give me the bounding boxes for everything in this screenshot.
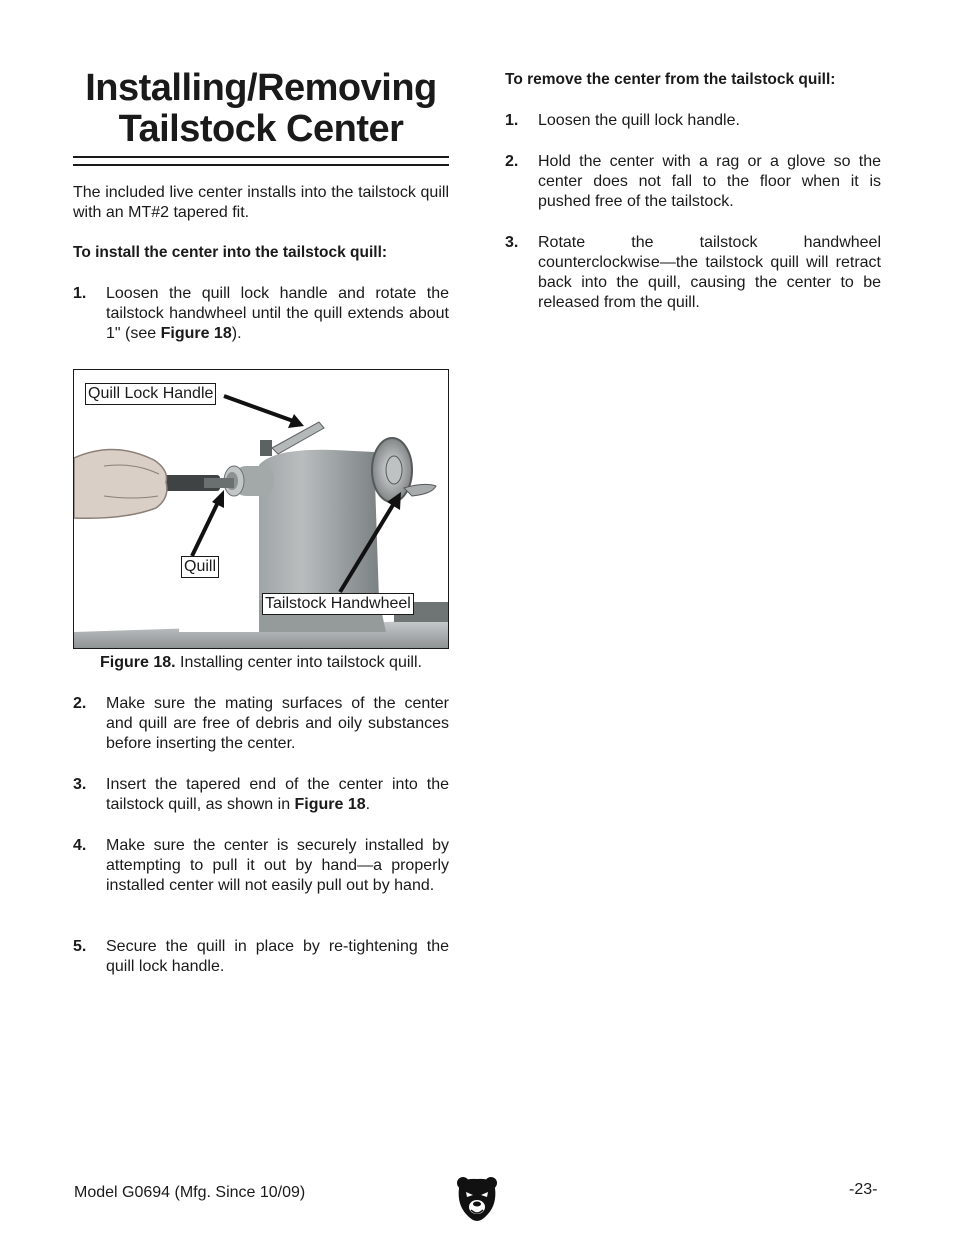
caption-text: Installing center into tailstock quill. bbox=[175, 654, 422, 671]
install-step-5 bbox=[73, 937, 449, 977]
caption-label: Figure 18. bbox=[100, 654, 176, 671]
step-text: Hold the center with a rag or a glove so the center does not fall to the floor when it is pushed free of the tailstock. bbox=[538, 153, 881, 210]
step-text: Secure the quill in place by re-tightening the quill lock handle. bbox=[106, 938, 449, 975]
title-line-1: Installing/Removing bbox=[85, 67, 437, 109]
title-line-2: Tailstock Center bbox=[118, 108, 404, 150]
step-text: Make sure the center is securely installed by attempting to pull it out by hand—a properly installed center will not easily pull out by hand. bbox=[106, 837, 449, 894]
step-text: Loosen the quill lock handle and rotate the tailstock handwheel until the quill extends about 1" (see Figure 18). bbox=[106, 285, 449, 342]
step-number: 1. bbox=[73, 285, 87, 302]
install-step-2 bbox=[73, 694, 449, 754]
callout-quill: Quill bbox=[181, 556, 219, 578]
remove-heading: To remove the center from the tailstock quill: bbox=[505, 71, 836, 88]
page-number: -23- bbox=[849, 1181, 878, 1198]
install-step-1 bbox=[73, 284, 449, 344]
callout-quill-lock-handle: Quill Lock Handle bbox=[85, 383, 216, 405]
title-rule-bottom bbox=[73, 164, 449, 166]
figure-reference: Figure 18 bbox=[294, 796, 366, 813]
step-text: Make sure the mating surfaces of the center and quill are free of debris and oily substances before inserting the center. bbox=[106, 695, 449, 752]
step-number: 1. bbox=[505, 112, 519, 129]
bear-head-icon bbox=[456, 1176, 498, 1227]
figure-18 bbox=[73, 369, 449, 649]
step-text: Loosen the quill lock handle. bbox=[538, 112, 740, 129]
step-number: 3. bbox=[73, 776, 87, 793]
callout-tailstock-handwheel: Tailstock Handwheel bbox=[262, 593, 414, 615]
step-text: Rotate the tailstock handwheel counterclockwise—the tailstock quill will retract back into the quill, causing the center to be released from the quill. bbox=[538, 234, 881, 311]
step-number: 4. bbox=[73, 837, 87, 854]
remove-step-2 bbox=[505, 152, 881, 212]
remove-step-1 bbox=[505, 111, 881, 131]
title-rule-top bbox=[73, 156, 449, 158]
install-heading: To install the center into the tailstock quill: bbox=[73, 244, 388, 261]
step-number: 5. bbox=[73, 938, 87, 955]
figure-reference: Figure 18 bbox=[160, 325, 232, 342]
page-title bbox=[73, 68, 449, 150]
remove-step-3 bbox=[505, 233, 881, 313]
step-number: 2. bbox=[505, 153, 519, 170]
footer-model: Model G0694 (Mfg. Since 10/09) bbox=[74, 1184, 306, 1201]
intro-paragraph: The included live center installs into the tailstock quill with an MT#2 tapered fit. bbox=[73, 184, 449, 221]
install-step-3 bbox=[73, 775, 449, 815]
install-step-4 bbox=[73, 836, 449, 916]
figure-caption bbox=[73, 653, 449, 673]
step-number: 3. bbox=[505, 234, 519, 251]
step-number: 2. bbox=[73, 695, 87, 712]
step-text: Insert the tapered end of the center into the tailstock quill, as shown in Figure 18. bbox=[106, 776, 449, 813]
